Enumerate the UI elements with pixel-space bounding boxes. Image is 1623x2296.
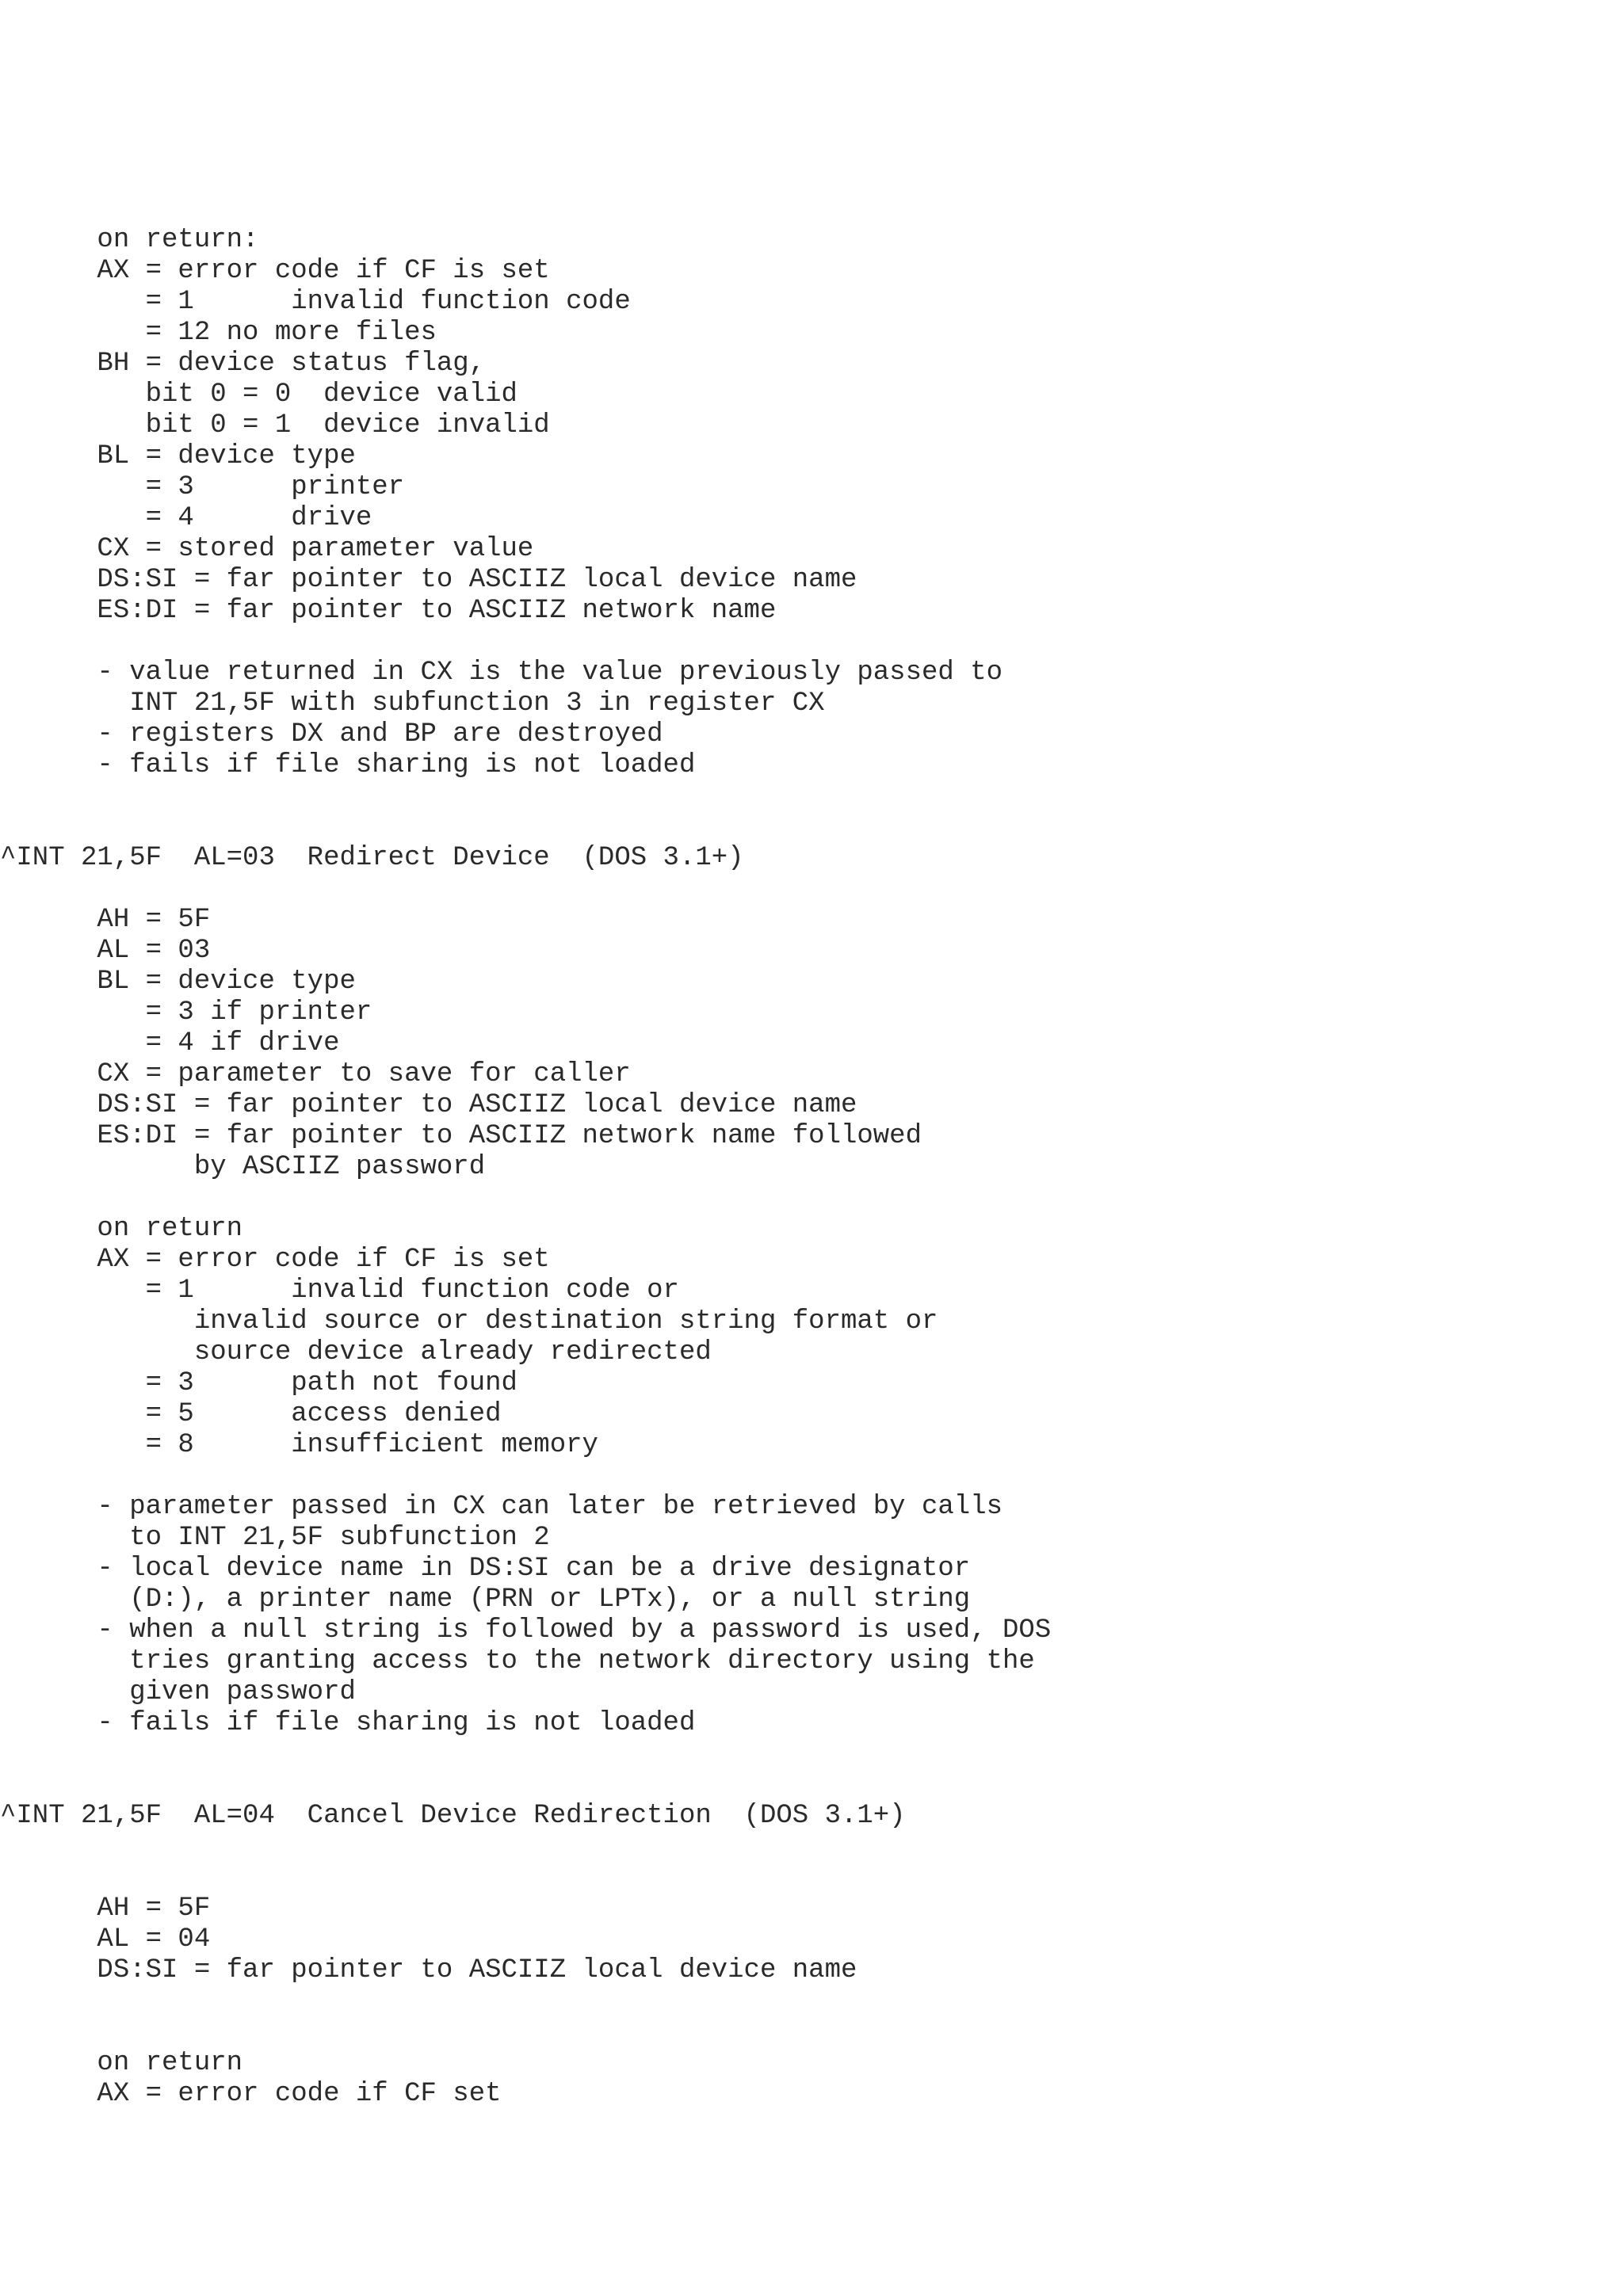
text-line: = 8 insufficient memory	[0, 1430, 598, 1460]
text-line: AX = error code if CF set	[0, 2079, 502, 2109]
text-line: ES:DI = far pointer to ASCIIZ network name followed	[0, 1121, 922, 1151]
text-line: invalid source or destination string format or	[0, 1306, 938, 1337]
text-line: CX = stored parameter value	[0, 534, 534, 564]
section-heading-redirect-device: ^INT 21,5F AL=03 Redirect Device (DOS 3.1+)	[0, 843, 744, 873]
text-line: ES:DI = far pointer to ASCIIZ network name	[0, 596, 777, 626]
note-line: INT 21,5F with subfunction 3 in register CX	[0, 688, 825, 719]
text-line: = 3 path not found	[0, 1368, 517, 1398]
note-line: - parameter passed in CX can later be retrieved by calls	[0, 1492, 1003, 1522]
text-line: BH = device status flag,	[0, 349, 486, 379]
text-line: by ASCIIZ password	[0, 1152, 486, 1182]
note-line: - local device name in DS:SI can be a drive designator	[0, 1554, 971, 1584]
text-line: DS:SI = far pointer to ASCIIZ local device name	[0, 1090, 857, 1120]
text-line: DS:SI = far pointer to ASCIIZ local device name	[0, 565, 857, 595]
text-line: on return	[0, 2048, 243, 2078]
text-line: = 1 invalid function code	[0, 287, 631, 317]
text-line: AH = 5F	[0, 905, 211, 935]
text-line: = 5 access denied	[0, 1399, 502, 1429]
note-line: tries granting access to the network directory using the	[0, 1646, 1035, 1676]
text-line: bit 0 = 0 device valid	[0, 379, 517, 410]
note-line: to INT 21,5F subfunction 2	[0, 1523, 550, 1553]
text-line: = 4 drive	[0, 503, 372, 533]
text-line: AX = error code if CF is set	[0, 256, 550, 286]
note-line: (D:), a printer name (PRN or LPTx), or a null string	[0, 1585, 971, 1615]
section-heading-cancel-redirection: ^INT 21,5F AL=04 Cancel Device Redirection (DOS 3.1+)	[0, 1801, 906, 1831]
text-line: CX = parameter to save for caller	[0, 1059, 631, 1089]
text-line: on return:	[0, 225, 259, 255]
text-line: bit 0 = 1 device invalid	[0, 410, 550, 441]
note-line: - value returned in CX is the value previously passed to	[0, 658, 1003, 688]
text-line: DS:SI = far pointer to ASCIIZ local device name	[0, 1955, 857, 1985]
text-line: BL = device type	[0, 967, 356, 997]
text-line: = 4 if drive	[0, 1028, 340, 1058]
text-line: on return	[0, 1214, 243, 1244]
text-line: = 3 if printer	[0, 997, 372, 1028]
text-line: AL = 03	[0, 936, 211, 966]
note-line: - fails if file sharing is not loaded	[0, 1708, 696, 1738]
text-line: source device already redirected	[0, 1337, 712, 1367]
note-line: - when a null string is followed by a password is used, DOS	[0, 1615, 1052, 1646]
text-line: = 3 printer	[0, 472, 405, 502]
note-line: given password	[0, 1677, 356, 1707]
text-line: AX = error code if CF is set	[0, 1245, 550, 1275]
text-line: BL = device type	[0, 441, 356, 471]
text-line: = 1 invalid function code or	[0, 1276, 679, 1306]
text-line: AH = 5F	[0, 1894, 211, 1924]
text-line: AL = 04	[0, 1924, 211, 1955]
note-line: - fails if file sharing is not loaded	[0, 750, 696, 780]
note-line: - registers DX and BP are destroyed	[0, 719, 663, 749]
text-line: = 12 no more files	[0, 318, 437, 348]
